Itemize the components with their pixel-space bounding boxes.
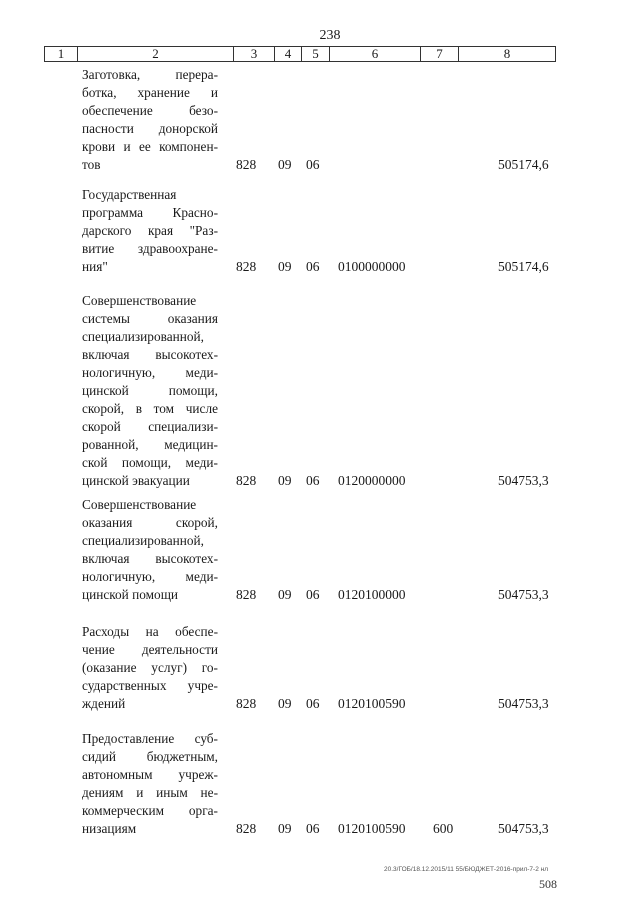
description-line: рованной, медицин- bbox=[82, 437, 218, 452]
header-col-8: 8 bbox=[503, 46, 511, 61]
cell-c5: 06 bbox=[306, 259, 320, 274]
page-number: 238 bbox=[319, 28, 341, 43]
row-description bbox=[82, 496, 218, 604]
cell-c3: 828 bbox=[236, 821, 257, 836]
description-line: системы оказания bbox=[82, 311, 218, 326]
cell-c6: 0120100590 bbox=[338, 696, 406, 711]
cell-c4: 09 bbox=[278, 696, 292, 711]
description-line: оказания скорой, bbox=[82, 515, 218, 530]
description-line: (оказание услуг) го- bbox=[82, 660, 218, 675]
cell-c5: 06 bbox=[306, 587, 320, 602]
header-col-6: 6 bbox=[330, 47, 421, 61]
cell-c6: 0120100000 bbox=[338, 587, 406, 602]
cell-c8: 504753,3 bbox=[498, 587, 549, 602]
cell-c4: 09 bbox=[278, 587, 292, 602]
cell-c4: 09 bbox=[278, 259, 292, 274]
description-line: Государственная bbox=[82, 187, 177, 202]
cell-c3: 828 bbox=[236, 259, 257, 274]
description-line: Совершенствование bbox=[82, 293, 197, 308]
header-col-4: 4 bbox=[275, 47, 302, 61]
description-line: цинской помощи bbox=[82, 587, 179, 602]
description-line: цинской помощи, bbox=[82, 383, 218, 398]
cell-c5: 06 bbox=[306, 473, 320, 488]
cell-c6: 0100000000 bbox=[338, 259, 406, 274]
cell-c4: 09 bbox=[278, 821, 292, 836]
description-line: специализированной, bbox=[82, 329, 204, 344]
description-line: пасности донорской bbox=[82, 121, 218, 136]
header-col-7: 7 bbox=[421, 47, 459, 61]
header-col-5: 5 bbox=[302, 47, 330, 61]
description-line: ботка, хранение и bbox=[82, 85, 218, 100]
cell-c5: 06 bbox=[306, 157, 320, 172]
description-line: цинской эвакуации bbox=[82, 473, 190, 488]
document-code: 20.3/ГОБ/18.12.2015/11 55/БЮДЖЕТ-2016-прил-7-2 нл bbox=[384, 866, 549, 873]
row-description bbox=[82, 623, 218, 713]
cell-c4: 09 bbox=[278, 473, 292, 488]
description-line: коммерческим орга- bbox=[82, 803, 218, 818]
description-line: тов bbox=[82, 157, 101, 172]
description-line: чение деятельности bbox=[82, 642, 218, 657]
header-col-1: 1 bbox=[45, 47, 78, 61]
cell-c8: 504753,3 bbox=[498, 821, 549, 836]
cell-c6: 0120000000 bbox=[338, 473, 406, 488]
description-line: ждений bbox=[82, 696, 126, 711]
description-line: включая высокотех- bbox=[82, 551, 218, 566]
row-description bbox=[82, 186, 218, 276]
cell-c8: 505174,6 bbox=[498, 157, 549, 172]
description-line: витие здравоохране- bbox=[82, 241, 218, 256]
description-line: крови и ее компонен- bbox=[82, 139, 218, 154]
description-line: Совершенствование bbox=[82, 497, 197, 512]
cell-c7: 600 bbox=[433, 821, 454, 836]
cell-c3: 828 bbox=[236, 696, 257, 711]
description-line: программа Красно- bbox=[82, 205, 218, 220]
description-line: обеспечение безо- bbox=[82, 103, 218, 118]
table-header bbox=[44, 46, 556, 62]
cell-c8: 504753,3 bbox=[498, 473, 549, 488]
description-line: Предоставление суб- bbox=[82, 731, 218, 746]
description-line: включая высокотех- bbox=[82, 347, 218, 362]
description-line: низациям bbox=[82, 821, 137, 836]
description-line: сидий бюджетным, bbox=[82, 749, 218, 764]
footer-page-number: 508 bbox=[539, 877, 557, 891]
row-description bbox=[82, 292, 218, 490]
cell-c5: 06 bbox=[306, 821, 320, 836]
cell-c8: 505174,6 bbox=[498, 259, 549, 274]
description-line: дарского края "Раз- bbox=[82, 223, 218, 238]
cell-c6: 0120100590 bbox=[338, 821, 406, 836]
description-line: дениям и иным не- bbox=[82, 785, 218, 800]
header-col-3: 3 bbox=[234, 47, 275, 61]
description-line: сударственных учре- bbox=[82, 678, 218, 693]
description-line: нологичную, меди- bbox=[82, 569, 218, 584]
cell-c4: 09 bbox=[278, 157, 292, 172]
description-line: специализированной, bbox=[82, 533, 204, 548]
row-description bbox=[82, 730, 218, 838]
description-line: нологичную, меди- bbox=[82, 365, 218, 380]
cell-c5: 06 bbox=[306, 696, 320, 711]
description-line: Расходы на обеспе- bbox=[82, 624, 218, 639]
description-line: ской помощи, меди- bbox=[82, 455, 218, 470]
cell-c3: 828 bbox=[236, 587, 257, 602]
header-col-2: 2 bbox=[78, 47, 234, 61]
description-line: автономным учреж- bbox=[82, 767, 218, 782]
description-line: скорой специализи- bbox=[82, 419, 218, 434]
description-line: ния" bbox=[82, 259, 108, 274]
cell-c8: 504753,3 bbox=[498, 696, 549, 711]
description-line: Заготовка, перера- bbox=[82, 67, 218, 82]
cell-c3: 828 bbox=[236, 157, 257, 172]
cell-c3: 828 bbox=[236, 473, 257, 488]
row-description bbox=[82, 66, 218, 174]
description-line: скорой, в том числе bbox=[82, 401, 218, 416]
